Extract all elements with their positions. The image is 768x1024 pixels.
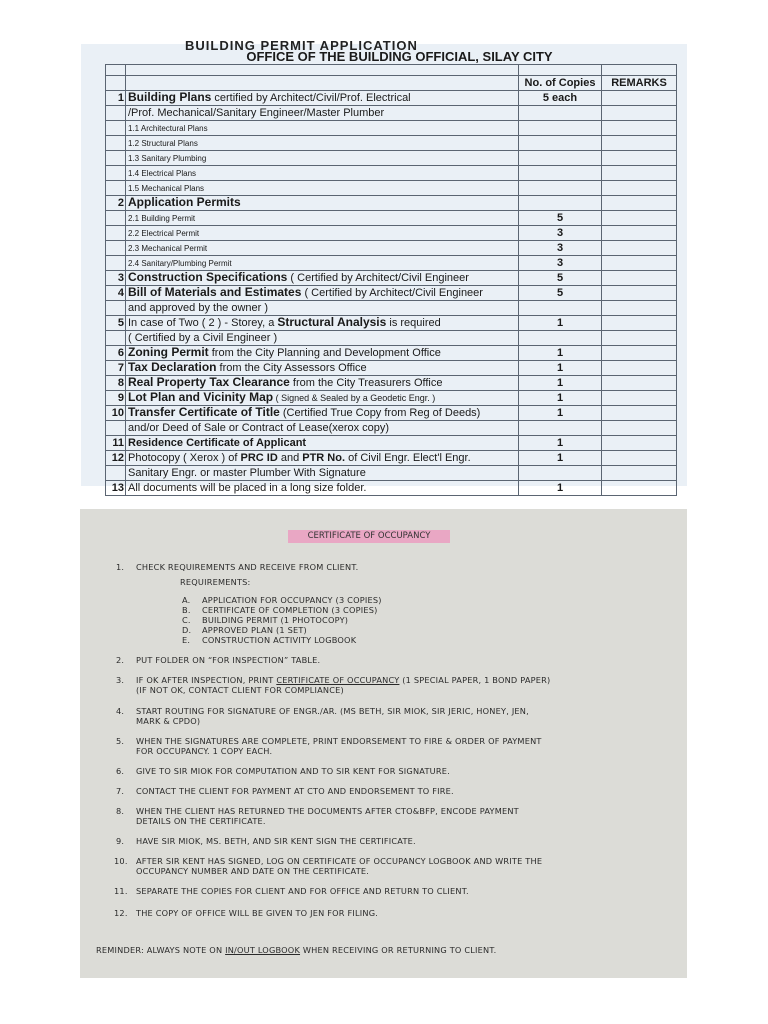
row-title: Building Plans xyxy=(128,90,212,104)
sub-item: 1.3 Sanitary Plumbing xyxy=(126,151,519,166)
requirement-text: APPROVED PLAN (1 SET) xyxy=(202,625,307,635)
sub-item: 2.2 Electrical Permit xyxy=(126,226,519,241)
copies-count: 5 xyxy=(519,211,602,226)
row-description xyxy=(126,391,519,406)
step-text: AFTER SIR KENT HAS SIGNED, LOG ON CERTIFICATE OF OCCUPANCY LOGBOOK AND WRITE THE xyxy=(136,856,543,866)
copies-count: 1 xyxy=(519,451,602,466)
step-text: DETAILS ON THE CERTIFICATE. xyxy=(136,816,266,826)
requirement-text: CERTIFICATE OF COMPLETION (3 COPIES) xyxy=(202,605,378,615)
step-number: 5. xyxy=(116,736,125,746)
row-number: 6 xyxy=(106,346,126,361)
step-text: FOR OCCUPANCY. 1 COPY EACH. xyxy=(136,746,273,756)
row-title: PTR No. xyxy=(302,451,346,464)
row-text: ( Signed & Sealed by a Geodetic Engr. ) xyxy=(273,393,436,403)
row-description xyxy=(126,436,519,451)
table-row xyxy=(106,91,677,106)
step-text: GIVE TO SIR MIOK FOR COMPUTATION AND TO SIR KENT FOR SIGNATURE. xyxy=(136,766,450,776)
row-number: 8 xyxy=(106,376,126,391)
copies-count: 5 xyxy=(519,271,602,286)
step-number: 7. xyxy=(116,786,125,796)
row-number: 5 xyxy=(106,316,126,331)
step-number: 11. xyxy=(114,886,128,896)
table-row xyxy=(106,196,677,211)
row-description xyxy=(126,91,519,106)
row-text: ( Certified by Architect/Civil Engineer xyxy=(287,272,469,284)
copies-header: No. of Copies xyxy=(519,76,602,91)
requirement-letter: B. xyxy=(182,605,191,615)
table-row xyxy=(106,121,677,136)
requirement-letter: C. xyxy=(182,615,191,625)
row-title: Zoning Permit xyxy=(128,345,209,359)
copies-count: 1 xyxy=(519,316,602,331)
copies-count: 1 xyxy=(519,391,602,406)
copies-count: 5 xyxy=(519,286,602,301)
copies-count: 1 xyxy=(519,481,602,496)
copies-count: 1 xyxy=(519,436,602,451)
copies-count: 1 xyxy=(519,406,602,421)
step-number: 3. xyxy=(116,675,125,685)
row-number: 3 xyxy=(106,271,126,286)
row-description xyxy=(126,376,519,391)
row-text: of Civil Engr. Elect'l Engr. xyxy=(345,451,471,464)
row-text: ( Certified by Architect/Civil Engineer xyxy=(301,287,483,299)
table-row xyxy=(106,436,677,451)
row-description: All documents will be placed in a long size folder. xyxy=(126,481,519,496)
reminder-text xyxy=(96,945,496,955)
row-text: and xyxy=(277,451,303,464)
table-row xyxy=(106,481,677,496)
row-text: from the City Planning and Development Office xyxy=(208,347,441,359)
step-number: 9. xyxy=(116,836,125,846)
step-text: PUT FOLDER ON “FOR INSPECTION” TABLE. xyxy=(136,655,321,665)
table-row xyxy=(106,271,677,286)
row-title: PRC ID xyxy=(240,451,278,464)
requirements-table xyxy=(105,64,677,496)
row-title: Residence Certificate of Applicant xyxy=(128,436,307,449)
step-text: HAVE SIR MIOK, MS. BETH, AND SIR KENT SIGN THE CERTIFICATE. xyxy=(136,836,416,846)
copies-each: 5 each xyxy=(519,91,602,106)
cut-off-title: BUILDING PERMIT APPLICATION xyxy=(185,38,418,53)
row-number: 9 xyxy=(106,391,126,406)
row-title: Construction Specifications xyxy=(128,270,288,284)
table-row xyxy=(106,136,677,151)
table-row xyxy=(106,256,677,271)
row-description xyxy=(126,286,519,301)
reminder-part: WHEN RECEIVING OR RETURNING TO CLIENT. xyxy=(300,945,497,955)
certificate-of-occupancy-photo xyxy=(80,509,687,978)
office-title: OFFICE OF THE BUILDING OFFICIAL, SILAY CITY xyxy=(246,49,553,64)
row-title: Transfer Certificate of Title xyxy=(128,405,280,419)
requirement-letter: D. xyxy=(182,625,192,635)
row-text: is required xyxy=(386,317,441,329)
step-text: THE COPY OF OFFICE WILL BE GIVEN TO JEN FOR FILING. xyxy=(136,908,379,918)
row-text: from the City Assessors Office xyxy=(216,362,367,374)
step-text: CONTACT THE CLIENT FOR PAYMENT AT CTO AND ENDORSEMENT TO FIRE. xyxy=(136,786,454,796)
table-row xyxy=(106,166,677,181)
row-title: Structural Analysis xyxy=(277,315,387,329)
row-description xyxy=(126,346,519,361)
step-text: SEPARATE THE COPIES FOR CLIENT AND FOR OFFICE AND RETURN TO CLIENT. xyxy=(136,886,469,896)
row-description xyxy=(126,196,519,211)
row-number: 13 xyxy=(106,481,126,496)
table-row xyxy=(106,65,677,76)
row-text: certified by Architect/Civil/Prof. Electrical xyxy=(211,92,411,104)
step-text: CHECK REQUIREMENTS AND RECEIVE FROM CLIENT. xyxy=(136,562,359,572)
row-number: 2 xyxy=(106,196,126,211)
step-number: 8. xyxy=(116,806,125,816)
table-row xyxy=(106,391,677,406)
row-description xyxy=(126,316,519,331)
copies-count: 3 xyxy=(519,256,602,271)
row-number: 12 xyxy=(106,451,126,466)
row-continuation: Sanitary Engr. or master Plumber With Signature xyxy=(126,466,519,481)
step-number: 2. xyxy=(116,655,125,665)
row-description xyxy=(126,451,519,466)
table-row xyxy=(106,331,677,346)
table-row xyxy=(106,406,677,421)
step-text: (IF NOT OK, CONTACT CLIENT FOR COMPLIANCE) xyxy=(136,685,344,695)
step-text: START ROUTING FOR SIGNATURE OF ENGR./AR. (MS BETH, SIR MIOK, SIR JERIC, HONEY, JEN, xyxy=(136,706,529,716)
remarks-header: REMARKS xyxy=(602,76,677,91)
table-row xyxy=(106,346,677,361)
table-row xyxy=(106,226,677,241)
copies-count: 1 xyxy=(519,376,602,391)
row-title: Application Permits xyxy=(128,195,241,209)
step-text: OCCUPANCY NUMBER AND DATE ON THE CERTIFICATE. xyxy=(136,866,370,876)
table-row xyxy=(106,361,677,376)
row-continuation: and approved by the owner ) xyxy=(126,301,519,316)
step-text: WHEN THE CLIENT HAS RETURNED THE DOCUMENTS AFTER CTO&BFP, ENCODE PAYMENT xyxy=(136,806,519,816)
step-number: 10. xyxy=(114,856,128,866)
table-row xyxy=(106,151,677,166)
table-row xyxy=(106,211,677,226)
step-text xyxy=(136,675,550,685)
copies-count: 1 xyxy=(519,346,602,361)
requirements-label: REQUIREMENTS: xyxy=(180,577,251,587)
copies-count: 3 xyxy=(519,226,602,241)
table-row xyxy=(106,316,677,331)
row-text: In case of Two ( 2 ) - Storey, a xyxy=(128,317,278,329)
row-continuation: /Prof. Mechanical/Sanitary Engineer/Master Plumber xyxy=(126,106,519,121)
table-row xyxy=(106,451,677,466)
row-number: 1 xyxy=(106,91,126,106)
row-title: Bill of Materials and Estimates xyxy=(128,285,302,299)
row-continuation: ( Certified by a Civil Engineer ) xyxy=(126,331,519,346)
row-number: 7 xyxy=(106,361,126,376)
table-row xyxy=(106,286,677,301)
step-number: 6. xyxy=(116,766,125,776)
building-permit-requirements-photo xyxy=(81,38,687,494)
step-number: 1. xyxy=(116,562,125,572)
table-row xyxy=(106,241,677,256)
table-row xyxy=(106,106,677,121)
row-description xyxy=(126,271,519,286)
requirement-text: BUILDING PERMIT (1 PHOTOCOPY) xyxy=(202,615,349,625)
table-header-row xyxy=(106,76,677,91)
table-row xyxy=(106,301,677,316)
step-text: MARK & CPDO) xyxy=(136,716,201,726)
row-title: Real Property Tax Clearance xyxy=(128,375,290,389)
sub-item: 1.5 Mechanical Plans xyxy=(126,181,519,196)
step-text-part: (1 SPECIAL PAPER, 1 BOND PAPER) xyxy=(399,675,551,685)
sub-item: 2.4 Sanitary/Plumbing Permit xyxy=(126,256,519,271)
sub-item: 2.3 Mechanical Permit xyxy=(126,241,519,256)
table-row xyxy=(106,181,677,196)
row-text: Photocopy ( Xerox ) of xyxy=(128,451,241,464)
row-continuation: and/or Deed of Sale or Contract of Lease(xerox copy) xyxy=(126,421,519,436)
copies-count: 3 xyxy=(519,241,602,256)
row-description xyxy=(126,361,519,376)
requirement-letter: A. xyxy=(182,595,191,605)
row-text: (Certified True Copy from Reg of Deeds) xyxy=(279,407,481,419)
sub-item: 2.1 Building Permit xyxy=(126,211,519,226)
reminder-underlined: IN/OUT LOGBOOK xyxy=(225,945,301,955)
row-description xyxy=(126,406,519,421)
sub-item: 1.2 Structural Plans xyxy=(126,136,519,151)
copies-count: 1 xyxy=(519,361,602,376)
row-title: Lot Plan and Vicinity Map xyxy=(128,390,274,404)
sub-item: 1.4 Electrical Plans xyxy=(126,166,519,181)
row-number: 4 xyxy=(106,286,126,301)
table-row xyxy=(106,421,677,436)
table-row xyxy=(106,376,677,391)
reminder-part: REMINDER: ALWAYS NOTE ON xyxy=(96,945,226,955)
step-text: WHEN THE SIGNATURES ARE COMPLETE, PRINT ENDORSEMENT TO FIRE & ORDER OF PAYMENT xyxy=(136,736,542,746)
requirement-letter: E. xyxy=(182,635,191,645)
requirement-text: APPLICATION FOR OCCUPANCY (3 COPIES) xyxy=(202,595,382,605)
step-number: 12. xyxy=(114,908,128,918)
step-number: 4. xyxy=(116,706,125,716)
row-title: Tax Declaration xyxy=(128,360,217,374)
row-number: 10 xyxy=(106,406,126,421)
step-text-underlined: CERTIFICATE OF OCCUPANCY xyxy=(276,675,400,685)
table-row xyxy=(106,466,677,481)
row-number: 11 xyxy=(106,436,126,451)
row-text: from the City Treasurers Office xyxy=(289,377,443,389)
step-text-part: IF OK AFTER INSPECTION, PRINT xyxy=(136,675,277,685)
document-heading: CERTIFICATE OF OCCUPANCY xyxy=(288,530,450,543)
sub-item: 1.1 Architectural Plans xyxy=(126,121,519,136)
requirement-text: CONSTRUCTION ACTIVITY LOGBOOK xyxy=(202,635,357,645)
